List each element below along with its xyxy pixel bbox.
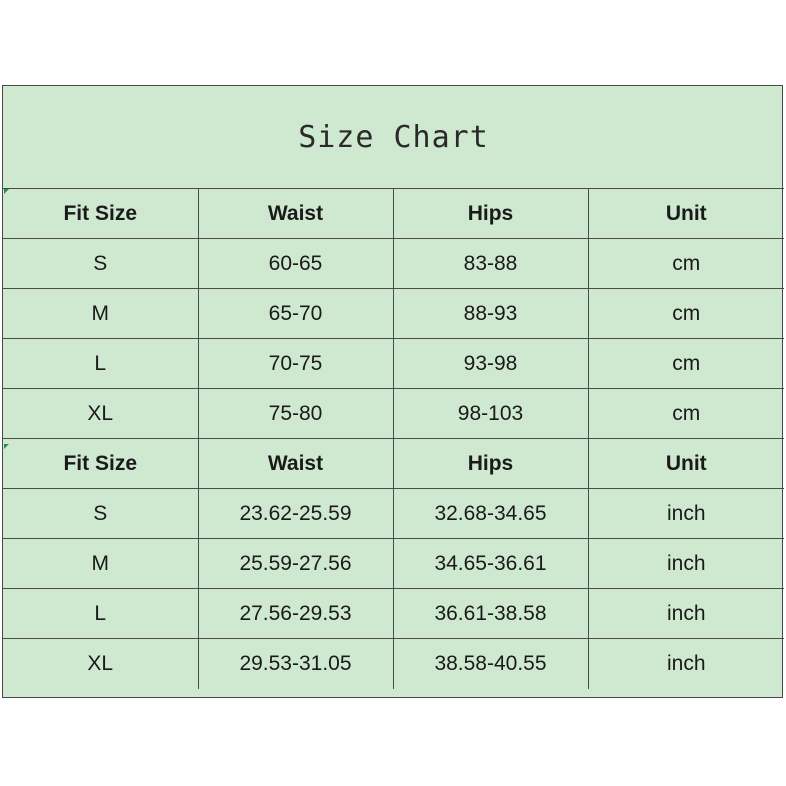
cell-waist: 27.56-29.53 bbox=[198, 589, 393, 639]
cell-size: S bbox=[3, 489, 198, 539]
cell-unit: inch bbox=[588, 589, 784, 639]
size-chart bbox=[2, 85, 783, 698]
table-row bbox=[3, 589, 784, 639]
table-row bbox=[3, 489, 784, 539]
table-row bbox=[3, 389, 784, 439]
table-row bbox=[3, 539, 784, 589]
cell-size: S bbox=[3, 239, 198, 289]
header-waist: Waist bbox=[198, 439, 393, 489]
cell-unit: cm bbox=[588, 389, 784, 439]
table-row bbox=[3, 639, 784, 689]
cell-unit: inch bbox=[588, 539, 784, 589]
header-unit: Unit bbox=[588, 189, 784, 239]
cell-size: M bbox=[3, 539, 198, 589]
header-hips: Hips bbox=[393, 189, 588, 239]
cell-unit: cm bbox=[588, 339, 784, 389]
cell-waist: 25.59-27.56 bbox=[198, 539, 393, 589]
cell-hips: 36.61-38.58 bbox=[393, 589, 588, 639]
cell-hips: 34.65-36.61 bbox=[393, 539, 588, 589]
cell-corner-marker bbox=[4, 189, 9, 194]
cell-unit: cm bbox=[588, 239, 784, 289]
size-table bbox=[3, 188, 784, 689]
table-row bbox=[3, 339, 784, 389]
header-fit-size: Fit Size bbox=[3, 439, 198, 489]
cell-hips: 38.58-40.55 bbox=[393, 639, 588, 689]
cell-hips: 83-88 bbox=[393, 239, 588, 289]
cell-hips: 88-93 bbox=[393, 289, 588, 339]
cell-corner-marker bbox=[4, 444, 9, 449]
header-hips: Hips bbox=[393, 439, 588, 489]
cell-hips: 32.68-34.65 bbox=[393, 489, 588, 539]
cell-waist: 65-70 bbox=[198, 289, 393, 339]
cell-hips: 98-103 bbox=[393, 389, 588, 439]
cell-waist: 70-75 bbox=[198, 339, 393, 389]
cell-size: XL bbox=[3, 639, 198, 689]
cell-size: M bbox=[3, 289, 198, 339]
cell-size: L bbox=[3, 589, 198, 639]
cell-size: L bbox=[3, 339, 198, 389]
chart-title: Size Chart bbox=[298, 120, 489, 155]
metric-header-row bbox=[3, 189, 784, 239]
cell-hips: 93-98 bbox=[393, 339, 588, 389]
header-fit-size: Fit Size bbox=[3, 189, 198, 239]
cell-waist: 23.62-25.59 bbox=[198, 489, 393, 539]
header-unit: Unit bbox=[588, 439, 784, 489]
cell-unit: cm bbox=[588, 289, 784, 339]
cell-waist: 29.53-31.05 bbox=[198, 639, 393, 689]
cell-size: XL bbox=[3, 389, 198, 439]
cell-unit: inch bbox=[588, 639, 784, 689]
cell-waist: 60-65 bbox=[198, 239, 393, 289]
table-row bbox=[3, 289, 784, 339]
header-waist: Waist bbox=[198, 189, 393, 239]
table-row bbox=[3, 239, 784, 289]
cell-unit: inch bbox=[588, 489, 784, 539]
imperial-header-row bbox=[3, 439, 784, 489]
cell-waist: 75-80 bbox=[198, 389, 393, 439]
